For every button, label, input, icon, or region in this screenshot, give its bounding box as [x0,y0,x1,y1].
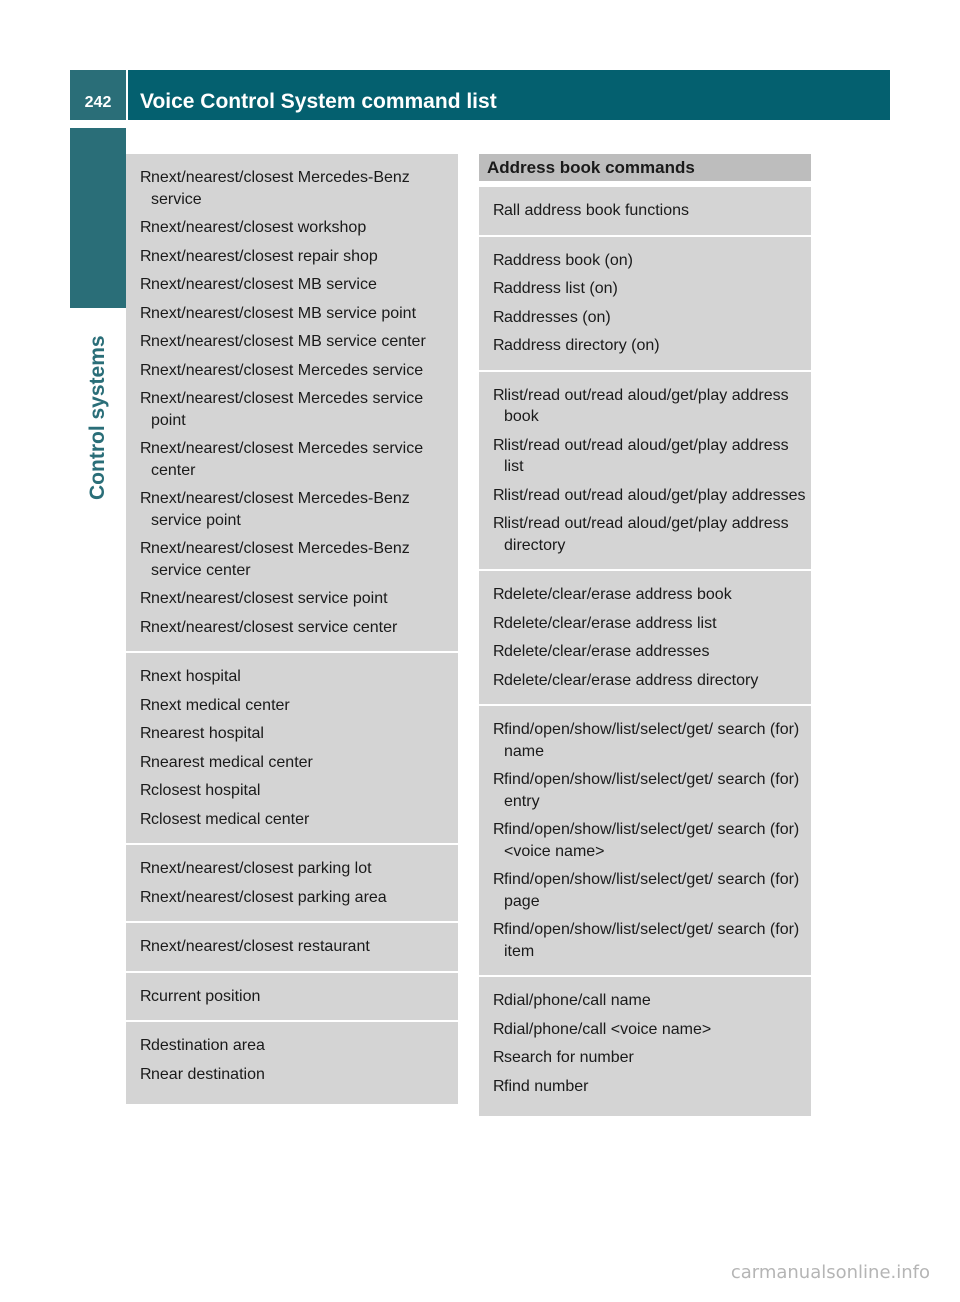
command-item [126,809,458,831]
command-item [479,670,811,692]
bullet-icon: R [493,671,505,689]
address-book-heading: Address book commands [479,154,811,187]
command-text: find/open/show/list/select/get/ search (for) <voice name> [504,821,800,860]
command-item [126,1035,458,1057]
command-text: delete/clear/erase address book [504,586,732,603]
bullet-icon: R [140,696,152,714]
command-text: list/read out/read aloud/get/play address directory [504,515,789,554]
command-item [479,1076,811,1098]
bullet-icon: R [140,276,152,293]
command-text: find/open/show/list/select/get/ search (for) entry [504,771,800,810]
bullet-icon: R [140,540,152,557]
command-item [479,869,811,912]
command-text: dial/phone/call <voice name> [504,1020,712,1038]
command-text: find/open/show/list/select/get/ search (for) name [504,721,800,760]
command-text: find number [504,1077,589,1095]
command-text: nearest medical center [151,753,313,771]
command-group [126,973,458,1023]
command-item [479,485,811,507]
command-text: delete/clear/erase address list [504,614,717,632]
command-text: next/nearest/closest MB service [151,276,377,293]
command-item [126,752,458,774]
page-number: 242 [70,70,126,120]
watermark: carmanualsonline.info [730,1262,930,1283]
bullet-icon: R [140,668,152,685]
command-group [479,977,811,1116]
command-item [126,246,458,268]
command-text: delete/clear/erase address directory [504,671,759,689]
command-item [479,513,811,556]
command-text: find/open/show/list/select/get/ search (for) page [504,871,800,910]
command-item [126,1064,458,1086]
command-text: search for number [504,1049,634,1066]
command-group [479,237,811,372]
command-item [479,613,811,635]
command-text: list/read out/read aloud/get/play addresses [504,486,806,504]
bullet-icon: R [140,333,152,350]
command-item [126,274,458,296]
bullet-icon: R [140,725,152,742]
section-label-wrap [70,316,126,506]
bullet-icon: R [493,202,505,219]
command-text: next/nearest/closest Mercedes service point [151,390,424,429]
command-text: delete/clear/erase addresses [504,643,710,660]
command-group [126,1022,458,1104]
bullet-icon: R [140,304,152,322]
command-item [479,385,811,428]
bullet-icon: R [493,992,505,1009]
section-tab [70,128,126,308]
command-text: next/nearest/closest parking area [151,888,387,906]
bullet-icon: R [140,618,152,636]
bullet-icon: R [493,921,505,938]
command-text: addresses (on) [504,308,611,326]
command-item [479,278,811,300]
bullet-icon: R [140,753,152,771]
command-text: next hospital [151,668,241,685]
command-text: dial/phone/call name [504,992,651,1009]
command-text: nearest hospital [151,725,264,742]
bullet-icon: R [493,280,505,297]
bullet-icon: R [140,782,152,799]
command-item [126,887,458,909]
bullet-icon: R [493,436,505,454]
command-item [479,584,811,606]
command-item [479,435,811,478]
command-text: find/open/show/list/select/get/ search (for) item [504,921,800,960]
bullet-icon: R [140,860,152,877]
command-item [126,538,458,581]
bullet-icon: R [493,614,505,632]
command-item [126,666,458,688]
command-text: next/nearest/closest Mercedes service [151,361,424,379]
header-divider [126,70,128,120]
bullet-icon: R [140,1037,152,1054]
address-book-command-column [479,154,811,1116]
bullet-icon: R [140,247,152,265]
command-item [126,167,458,210]
bullet-icon: R [493,643,505,660]
bullet-icon: R [493,486,505,504]
bullet-icon: R [140,490,152,507]
command-group [126,154,458,653]
bullet-icon: R [493,1020,505,1038]
bullet-icon: R [493,871,505,888]
command-text: current position [151,987,261,1005]
bullet-icon: R [493,721,505,738]
bullet-icon: R [493,308,505,326]
command-text: address book (on) [504,251,633,269]
command-text: next/nearest/closest service center [151,618,398,636]
bullet-icon: R [140,1065,152,1083]
bullet-icon: R [140,590,152,607]
command-item [479,990,811,1012]
command-item [479,719,811,762]
command-item [479,1047,811,1069]
bullet-icon: R [140,219,152,236]
command-group [126,923,458,973]
bullet-icon: R [140,390,152,407]
command-item [126,617,458,639]
command-group [479,187,811,237]
command-item [126,780,458,802]
bullet-icon: R [493,515,505,532]
command-group [479,706,811,977]
command-item [479,819,811,862]
command-group [126,845,458,923]
command-item [126,936,458,958]
command-text: next/nearest/closest workshop [151,219,367,236]
command-text: next/nearest/closest Mercedes-Benz service center [151,540,410,579]
bullet-icon: R [140,810,152,828]
command-item [479,1019,811,1041]
bullet-icon: R [493,386,505,404]
command-item [126,488,458,531]
bullet-icon: R [493,1077,505,1095]
command-group [479,372,811,572]
command-item [479,307,811,329]
command-text: closest medical center [151,810,310,828]
command-text: next/nearest/closest restaurant [151,938,370,955]
command-item [479,769,811,812]
command-text: next/nearest/closest Mercedes service center [151,440,424,479]
command-item [479,641,811,663]
command-item [126,986,458,1008]
bullet-icon: R [493,337,505,354]
section-label: Control systems [86,335,109,500]
command-group [126,653,458,845]
command-text: list/read out/read aloud/get/play address list [504,436,789,475]
command-item [126,331,458,353]
left-command-column [126,154,458,1104]
bullet-icon: R [493,821,505,838]
command-item [126,858,458,880]
command-text: destination area [151,1037,265,1054]
command-item [126,217,458,239]
command-item [479,919,811,962]
command-item [126,723,458,745]
command-text: next/nearest/closest MB service point [151,304,417,322]
command-item [479,335,811,357]
command-text: next/nearest/closest MB service center [151,333,426,350]
command-text: address directory (on) [504,337,660,354]
command-group [479,571,811,706]
command-text: near destination [151,1065,265,1083]
command-text: address list (on) [504,280,618,297]
command-text: next/nearest/closest Mercedes-Benz service point [151,490,410,529]
bullet-icon: R [140,361,152,379]
bullet-icon: R [140,987,152,1005]
command-text: all address book functions [504,202,689,219]
command-text: next medical center [151,696,290,714]
bullet-icon: R [140,888,152,906]
command-item [126,303,458,325]
bullet-icon: R [493,1049,505,1066]
command-item [126,695,458,717]
bullet-icon: R [493,251,505,269]
command-item [126,438,458,481]
bullet-icon: R [493,586,505,603]
bullet-icon: R [493,771,505,788]
command-item [479,250,811,272]
command-item [126,360,458,382]
command-item [126,588,458,610]
bullet-icon: R [140,440,152,457]
command-text: closest hospital [151,782,261,799]
bullet-icon: R [140,938,152,955]
bullet-icon: R [140,169,152,186]
command-item [126,388,458,431]
command-text: list/read out/read aloud/get/play address book [504,386,789,425]
command-text: next/nearest/closest service point [151,590,388,607]
command-item [479,200,811,222]
command-text: next/nearest/closest repair shop [151,247,378,265]
command-text: next/nearest/closest parking lot [151,860,372,877]
page-title: Voice Control System command list [140,90,497,113]
command-text: next/nearest/closest Mercedes-Benz service [151,169,410,208]
